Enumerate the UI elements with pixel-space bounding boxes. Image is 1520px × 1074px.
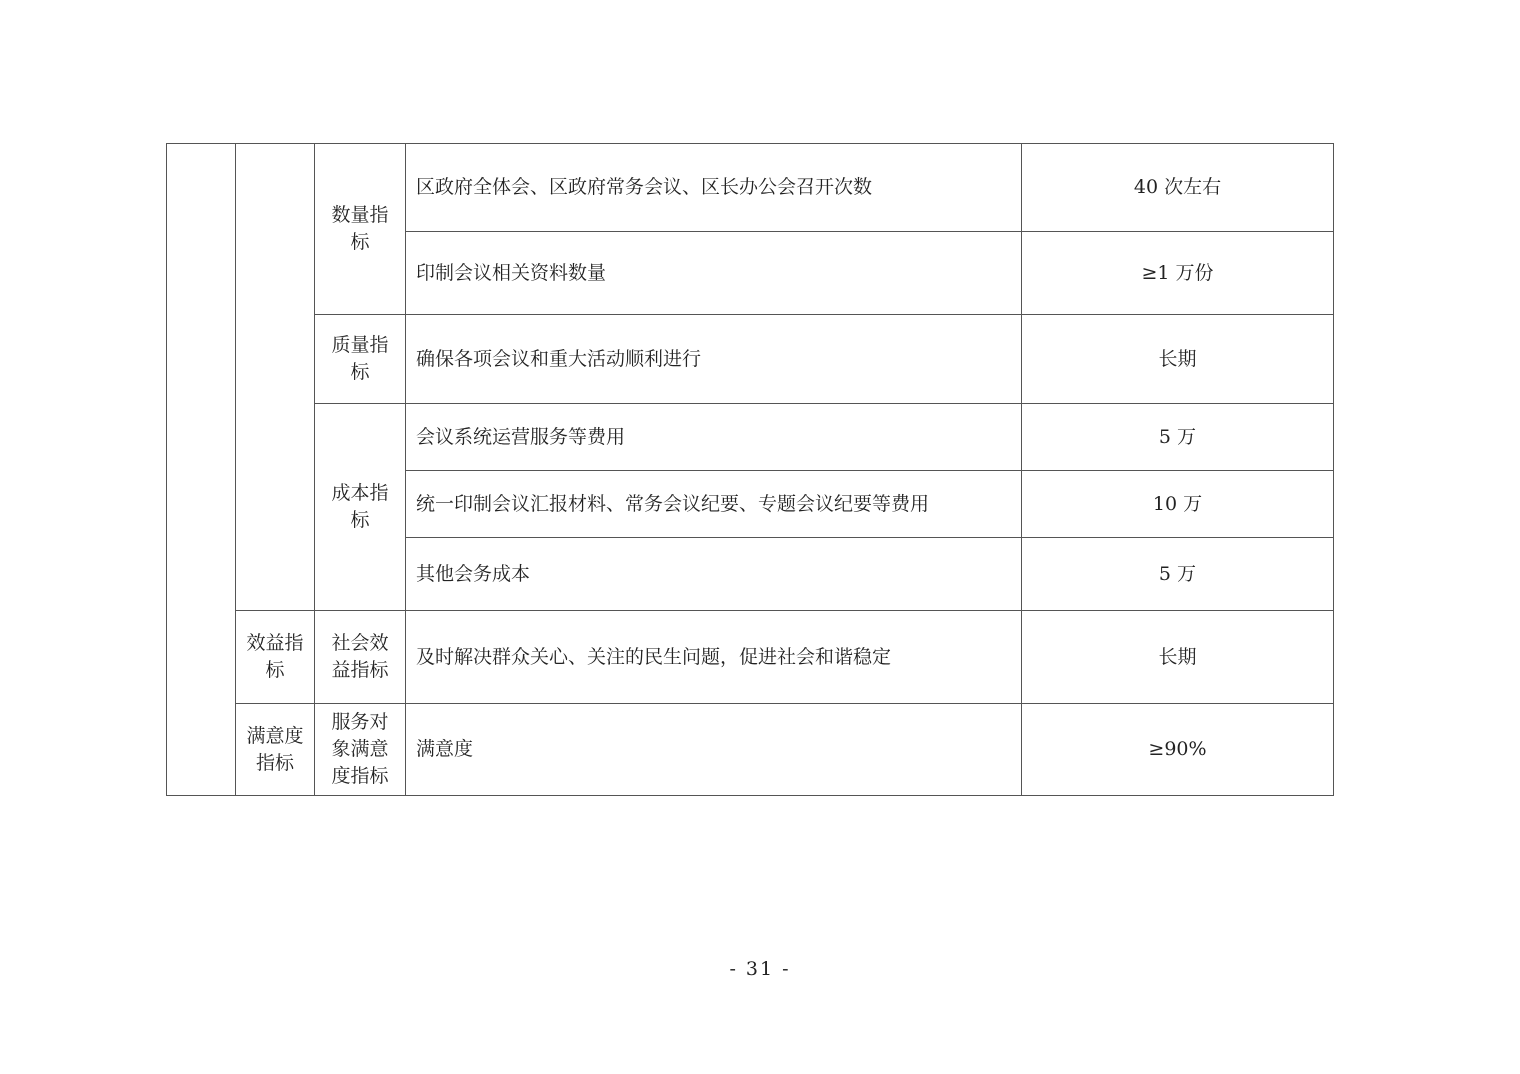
table-cell-description [406, 144, 1022, 232]
table-cell-value [1022, 538, 1334, 611]
value-text: 5 万 [1158, 562, 1197, 585]
table-cell-description [406, 315, 1022, 404]
value-text: 长期 [1158, 645, 1197, 668]
table-cell-value [1022, 144, 1334, 232]
table-cell-value [1022, 315, 1334, 404]
value-text: 5 万 [1158, 425, 1197, 448]
performance-indicator-table [166, 143, 1334, 796]
table-cell-sub-category [315, 704, 406, 796]
table-row [167, 404, 1334, 471]
value-text: 10 万 [1152, 492, 1203, 515]
description-text: 统一印制会议汇报材料、常务会议纪要、专题会议纪要等费用 [416, 492, 930, 515]
value-text: 长期 [1158, 347, 1197, 370]
sub-category-label: 成本指标 [331, 482, 389, 531]
value-text: ≥90% [1148, 738, 1207, 760]
table-cell-sub-category [315, 611, 406, 704]
value-text: ≥1 万份 [1141, 261, 1214, 284]
table-cell-blank-column [167, 144, 236, 796]
table-row [167, 611, 1334, 704]
table-cell-description [406, 538, 1022, 611]
description-text: 印制会议相关资料数量 [416, 261, 607, 284]
table-cell-sub-category [315, 144, 406, 315]
page-number: - 31 - [729, 958, 791, 980]
category-label: 效益指标 [246, 632, 304, 681]
table-cell-category [236, 704, 315, 796]
table-cell-value [1022, 704, 1334, 796]
table-cell-category [236, 611, 315, 704]
table-cell-value [1022, 404, 1334, 471]
description-text: 满意度 [416, 738, 474, 760]
sub-category-label: 社会效益指标 [331, 632, 389, 681]
table-row [167, 144, 1334, 232]
description-text: 确保各项会议和重大活动顺利进行 [416, 347, 702, 370]
sub-category-label: 服务对象满意度指标 [331, 711, 389, 787]
table-row [167, 315, 1334, 404]
table-cell-value [1022, 611, 1334, 704]
description-text: 区政府全体会、区政府常务会议、区长办公会召开次数 [416, 176, 873, 198]
table-cell-description [406, 471, 1022, 538]
table-cell-description [406, 704, 1022, 796]
description-text: 其他会务成本 [416, 562, 531, 585]
description-text: 会议系统运营服务等费用 [416, 425, 626, 448]
table-cell-value [1022, 471, 1334, 538]
description-text: 及时解决群众关心、关注的民生问题，促进社会和谐稳定 [416, 645, 892, 668]
table-cell-description [406, 232, 1022, 315]
table-cell-value [1022, 232, 1334, 315]
table-cell-description [406, 611, 1022, 704]
table-cell-category [236, 144, 315, 611]
category-label: 满意度指标 [246, 724, 304, 774]
sub-category-label: 质量指标 [331, 334, 389, 383]
sub-category-label: 数量指标 [331, 204, 389, 253]
table-cell-description [406, 404, 1022, 471]
table-cell-sub-category [315, 404, 406, 611]
table-cell-sub-category [315, 315, 406, 404]
table-row [167, 704, 1334, 796]
value-text: 40 次左右 [1133, 176, 1222, 198]
